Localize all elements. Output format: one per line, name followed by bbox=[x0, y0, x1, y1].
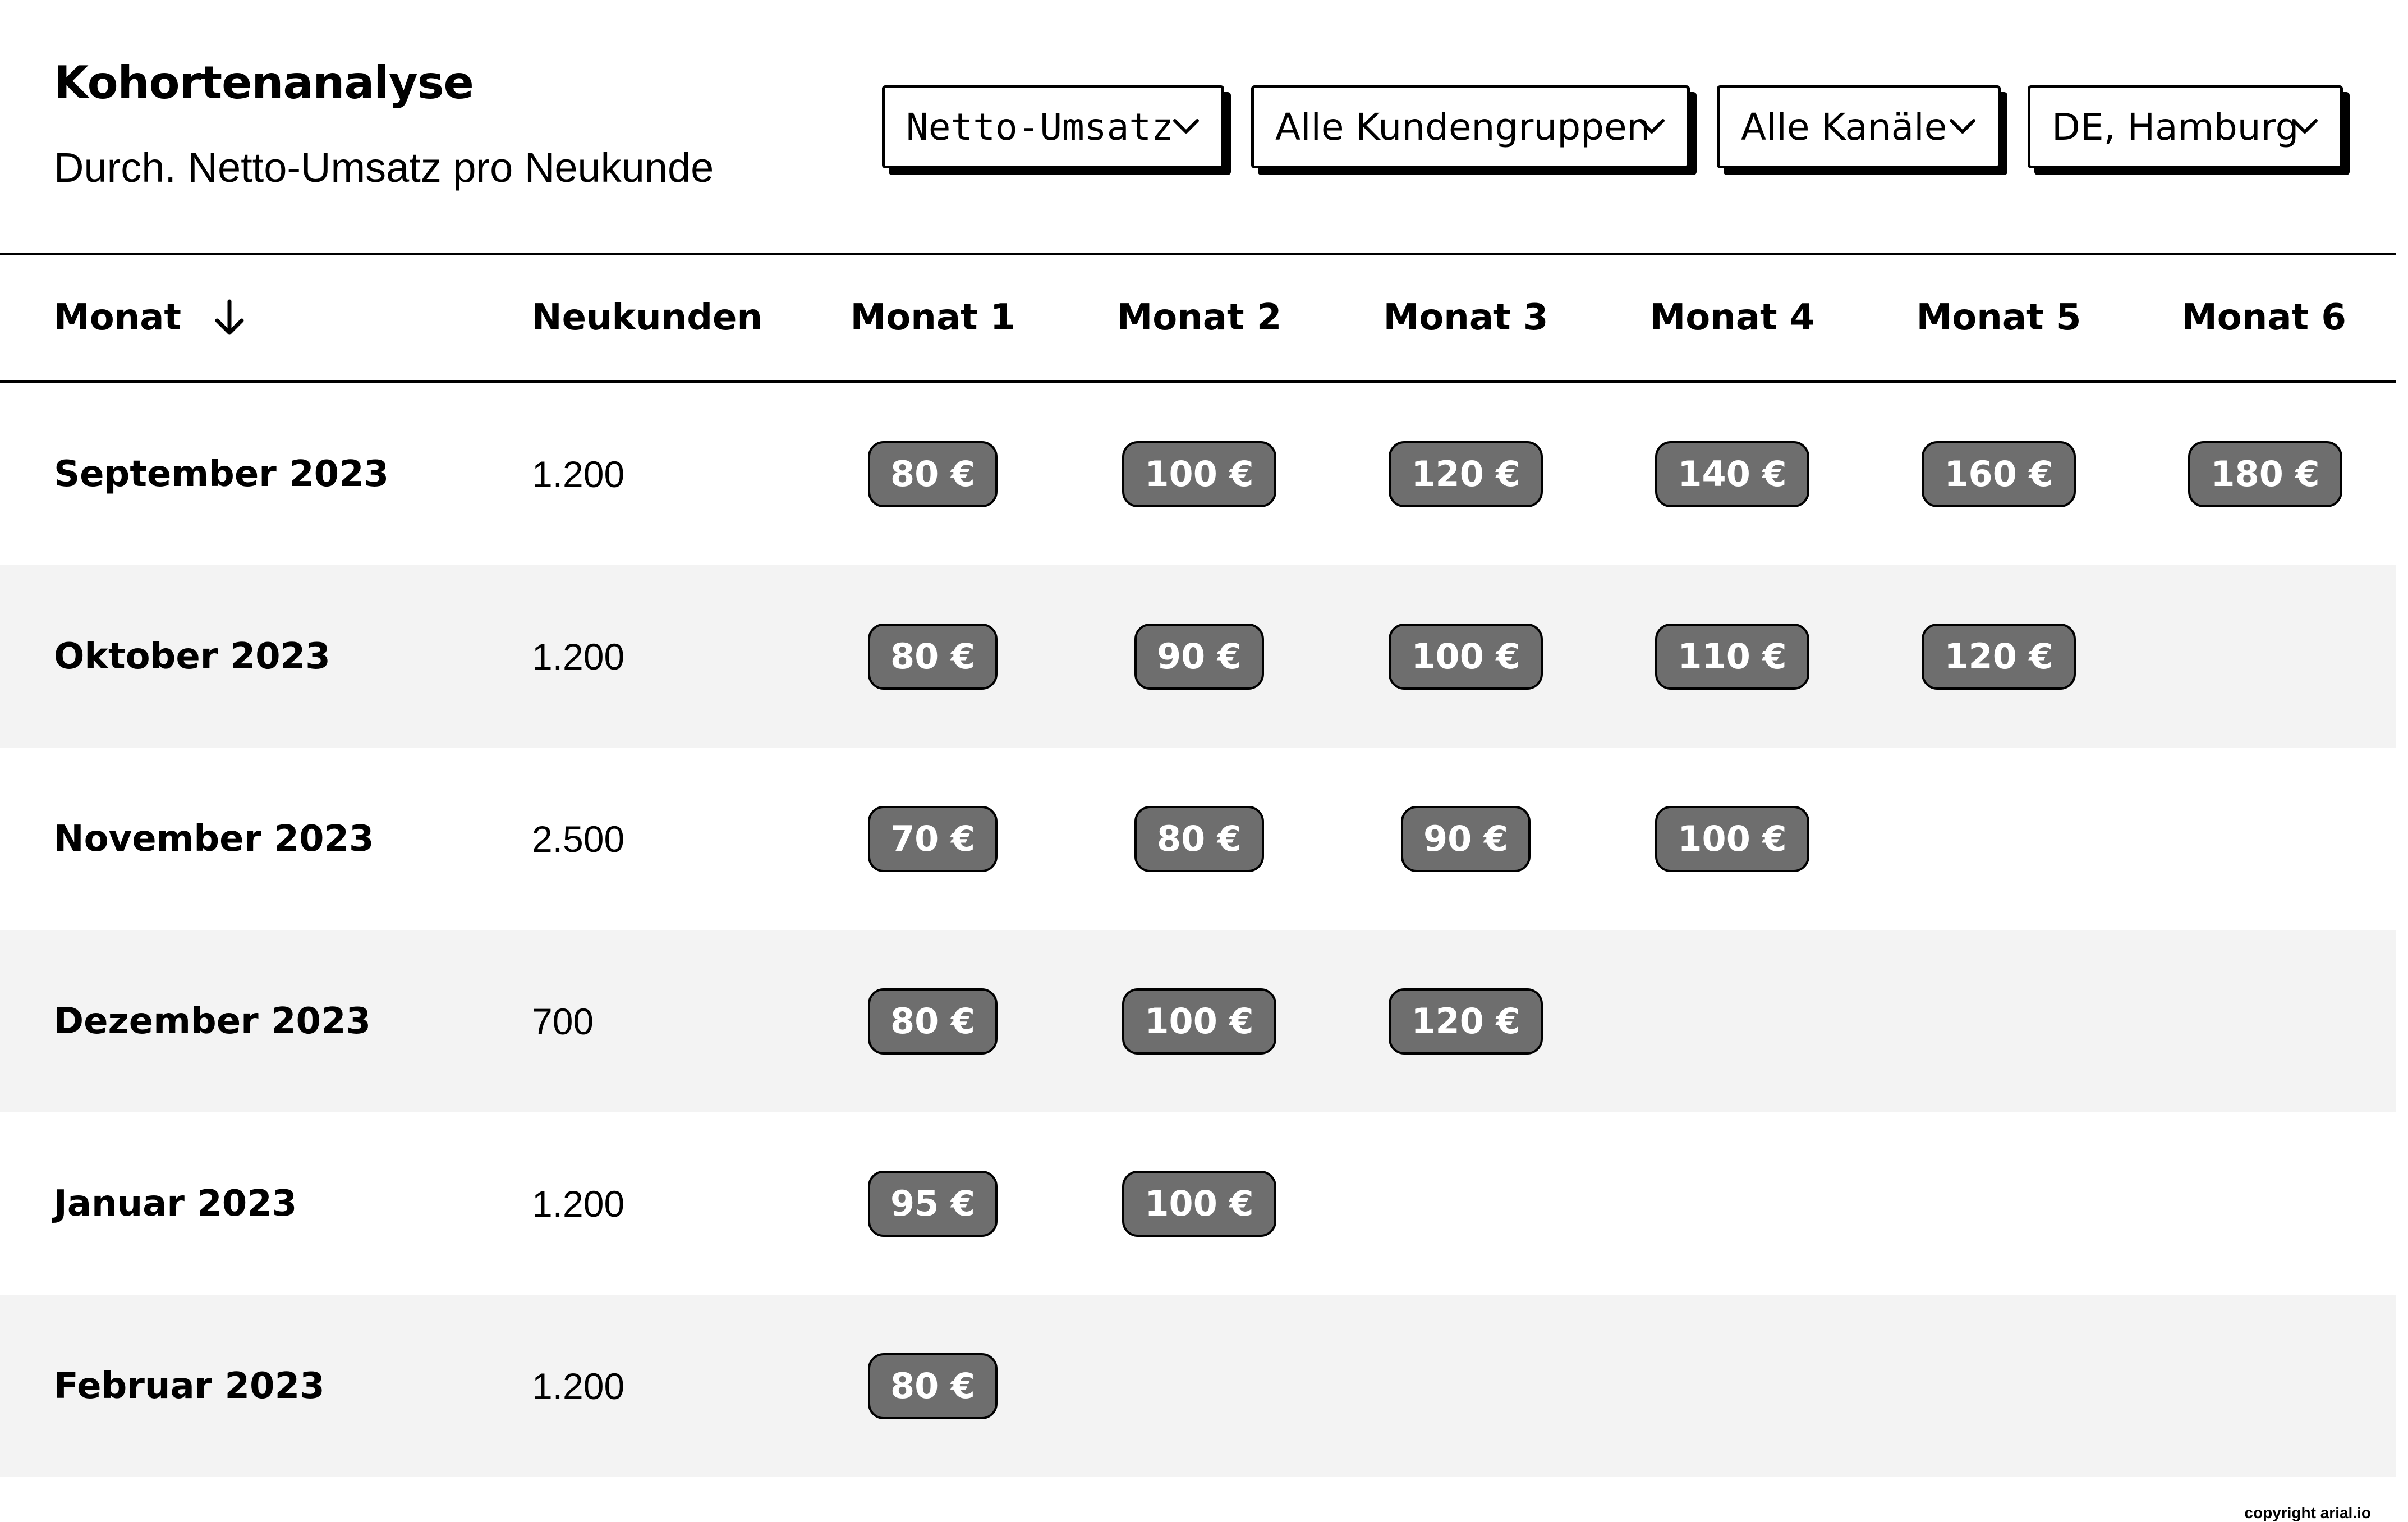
sort-arrow-down-icon[interactable] bbox=[213, 298, 246, 337]
column-header-month-4: Monat 4 bbox=[1649, 297, 1815, 338]
customer-group-dropdown[interactable] bbox=[1251, 85, 1690, 168]
cohort-value-cell bbox=[1599, 565, 1865, 748]
table-row bbox=[0, 1295, 2396, 1477]
page-title: Kohortenanalyse bbox=[54, 57, 474, 109]
column-header-month[interactable] bbox=[54, 255, 246, 380]
cohort-value-cell bbox=[799, 383, 1066, 565]
cohort-value-cell bbox=[1332, 565, 1599, 748]
column-header-new-customers: Neukunden bbox=[532, 297, 762, 338]
revenue-badge: 100 € bbox=[1122, 1171, 1276, 1237]
chevron-down-icon bbox=[1638, 118, 1666, 135]
cohort-value-cell bbox=[799, 565, 1066, 748]
metric-dropdown-value: Netto-Umsatz bbox=[906, 105, 1174, 149]
table-row bbox=[0, 383, 2396, 565]
cohort-value-cell bbox=[2132, 383, 2398, 565]
cohort-month: Februar 2023 bbox=[54, 1365, 325, 1407]
cohort-value-cell bbox=[1865, 565, 2132, 748]
cohort-month: September 2023 bbox=[54, 453, 389, 495]
table-header bbox=[0, 255, 2396, 380]
column-header-month-5: Monat 5 bbox=[1916, 297, 2081, 338]
revenue-badge: 80 € bbox=[868, 988, 998, 1055]
revenue-badge: 80 € bbox=[868, 441, 998, 507]
customer-group-dropdown-value: Alle Kundengruppen bbox=[1275, 105, 1651, 149]
metric-dropdown[interactable] bbox=[882, 85, 1224, 168]
region-dropdown[interactable] bbox=[2028, 85, 2343, 168]
cohort-value-cell bbox=[1066, 748, 1332, 930]
cohort-month: November 2023 bbox=[54, 818, 374, 860]
cohort-value-cell bbox=[1332, 748, 1599, 930]
column-header-month-3: Monat 3 bbox=[1383, 297, 1548, 338]
chevron-down-icon bbox=[2291, 118, 2319, 135]
channel-dropdown[interactable] bbox=[1717, 85, 2001, 168]
chevron-down-icon bbox=[1172, 118, 1200, 135]
revenue-badge: 180 € bbox=[2188, 441, 2342, 507]
new-customers-count: 1.200 bbox=[532, 1182, 625, 1225]
cohort-value-cell bbox=[1066, 930, 1332, 1112]
cohort-value-cell bbox=[1599, 748, 1865, 930]
revenue-badge: 120 € bbox=[1389, 988, 1542, 1055]
revenue-badge: 90 € bbox=[1401, 806, 1531, 872]
column-header-month-6: Monat 6 bbox=[2181, 297, 2346, 338]
cohort-value-cell bbox=[1865, 383, 2132, 565]
cohort-value-cell bbox=[1332, 383, 1599, 565]
revenue-badge: 80 € bbox=[1134, 806, 1264, 872]
revenue-badge: 110 € bbox=[1655, 624, 1809, 690]
table-row bbox=[0, 930, 2396, 1112]
cohort-value-cell bbox=[1066, 1112, 1332, 1295]
revenue-badge: 80 € bbox=[868, 1353, 998, 1419]
revenue-badge: 140 € bbox=[1655, 441, 1809, 507]
cohort-value-cell bbox=[799, 1112, 1066, 1295]
new-customers-count: 1.200 bbox=[532, 1365, 625, 1407]
revenue-badge: 70 € bbox=[868, 806, 998, 872]
region-dropdown-value: DE, Hamburg bbox=[2052, 105, 2299, 149]
cohort-value-cell bbox=[1599, 383, 1865, 565]
new-customers-count: 2.500 bbox=[532, 818, 625, 860]
new-customers-count: 1.200 bbox=[532, 635, 625, 677]
revenue-badge: 100 € bbox=[1655, 806, 1809, 872]
column-header-month-label: Monat bbox=[54, 297, 181, 338]
cohort-value-cell bbox=[1332, 930, 1599, 1112]
channel-dropdown-value: Alle Kanäle bbox=[1741, 105, 1947, 149]
cohort-value-cell bbox=[1066, 565, 1332, 748]
revenue-badge: 100 € bbox=[1122, 988, 1276, 1055]
cohort-value-cell bbox=[799, 748, 1066, 930]
revenue-badge: 120 € bbox=[1389, 441, 1542, 507]
copyright-note: copyright arial.io bbox=[2244, 1504, 2371, 1521]
cohort-month: Dezember 2023 bbox=[54, 1000, 371, 1042]
revenue-badge: 80 € bbox=[868, 624, 998, 690]
revenue-badge: 100 € bbox=[1122, 441, 1276, 507]
revenue-badge: 90 € bbox=[1134, 624, 1264, 690]
page-subtitle: Durch. Netto-Umsatz pro Neukunde bbox=[54, 144, 714, 191]
chevron-down-icon bbox=[1949, 118, 1977, 135]
table-row bbox=[0, 748, 2396, 930]
new-customers-count: 1.200 bbox=[532, 453, 625, 495]
cohort-month: Januar 2023 bbox=[54, 1182, 297, 1225]
filter-bar bbox=[0, 85, 2408, 175]
revenue-badge: 95 € bbox=[868, 1171, 998, 1237]
cohort-value-cell bbox=[799, 930, 1066, 1112]
column-header-month-1: Monat 1 bbox=[850, 297, 1015, 338]
revenue-badge: 100 € bbox=[1389, 624, 1542, 690]
revenue-badge: 160 € bbox=[1922, 441, 2075, 507]
new-customers-count: 700 bbox=[532, 1000, 594, 1042]
column-header-month-2: Monat 2 bbox=[1116, 297, 1282, 338]
cohort-value-cell bbox=[1066, 383, 1332, 565]
cohort-month: Oktober 2023 bbox=[54, 635, 330, 677]
cohort-value-cell bbox=[799, 1295, 1066, 1477]
table-row bbox=[0, 1112, 2396, 1295]
revenue-badge: 120 € bbox=[1922, 624, 2075, 690]
table-row bbox=[0, 565, 2396, 748]
